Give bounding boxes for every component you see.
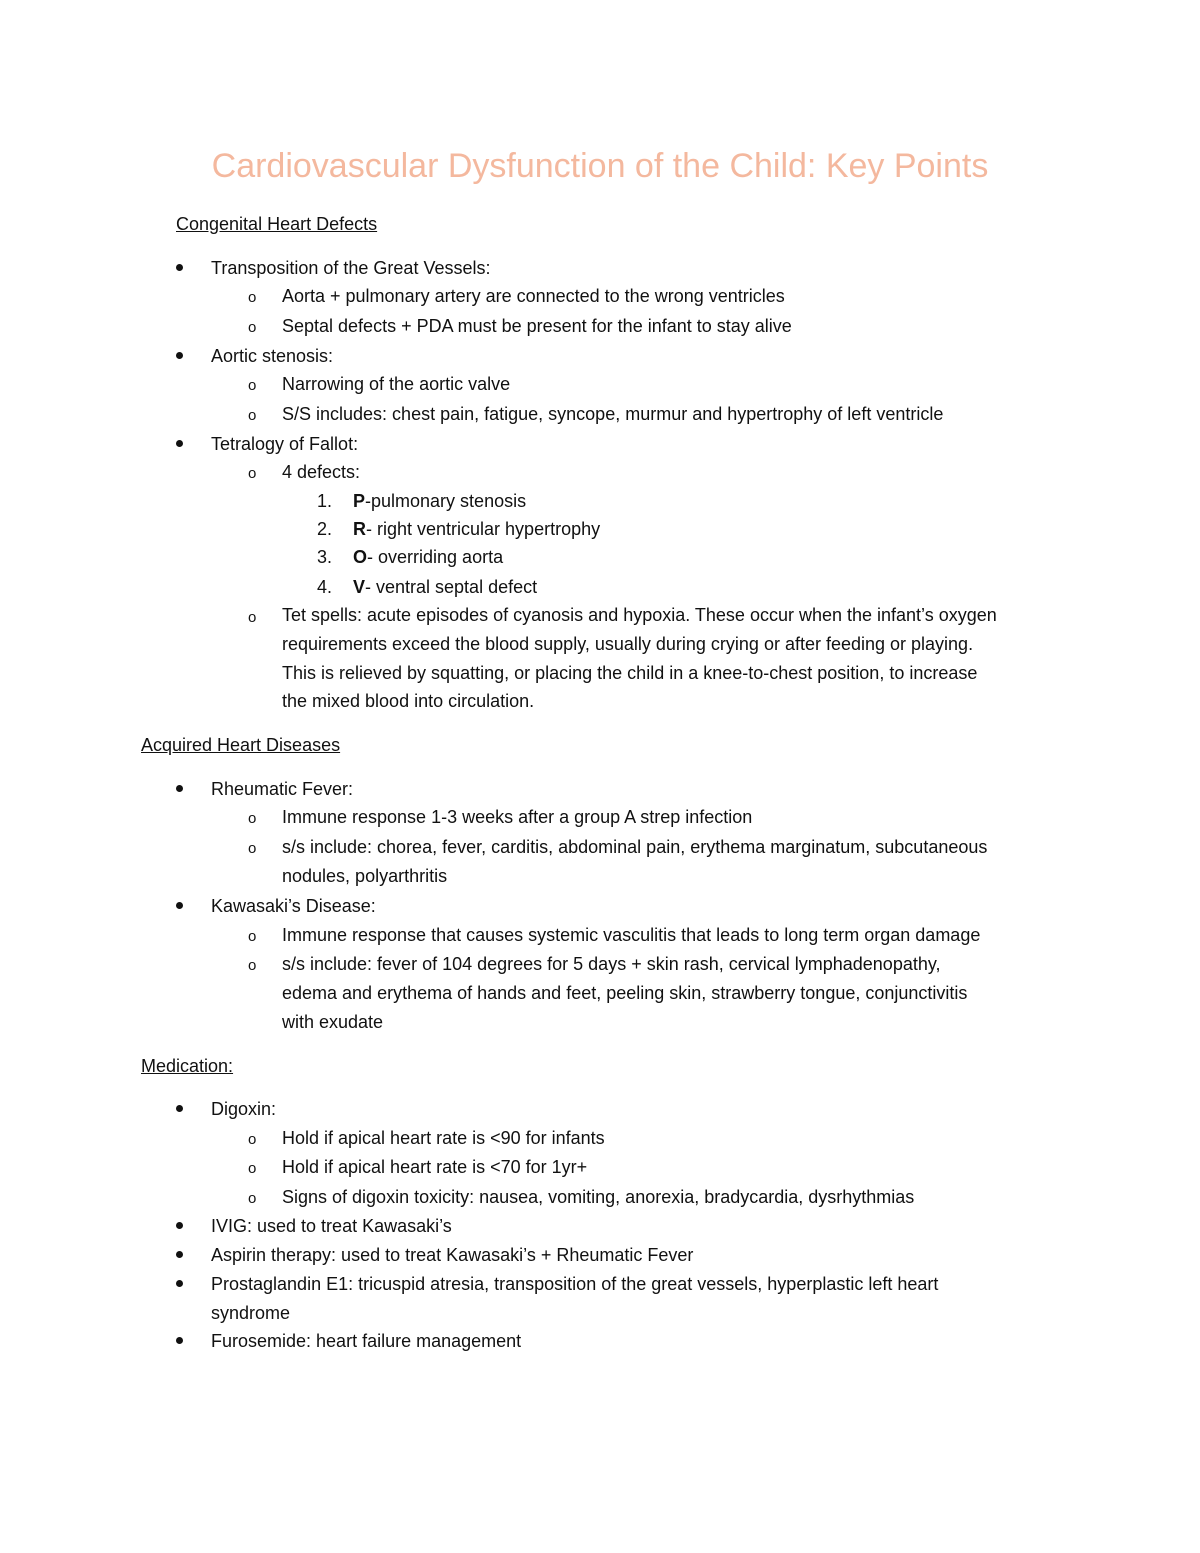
section-heading-medication: Medication: [141, 1056, 234, 1076]
list-item-kawasaki: Kawasaki’s Disease: [211, 896, 376, 916]
list-item-tet-line-2: requirements exceed the blood supply, usually during crying or after feeding or playing. [282, 634, 974, 654]
sub-bullet-icon: o [248, 377, 257, 394]
bullet-icon [176, 264, 183, 271]
numbered-marker: 4. [317, 577, 333, 597]
list-item-tof: Tetralogy of Fallot: [211, 434, 359, 454]
sub-bullet-icon: o [248, 407, 257, 424]
list-item-tet-line-1: Tet spells: acute episodes of cyanosis and hypoxia. These occur when the infant’s oxygen [282, 605, 997, 625]
list-item-prostaglandin-cont: syndrome [211, 1303, 291, 1323]
bullet-icon [176, 1337, 183, 1344]
bullet-icon [176, 785, 183, 792]
list-item-aortic-2: S/S includes: chest pain, fatigue, syncope, murmur and hypertrophy of left ventricle [282, 404, 944, 424]
sub-bullet-icon: o [248, 810, 257, 827]
list-item-aspirin: Aspirin therapy: used to treat Kawasaki’s + Rheumatic Fever [211, 1245, 694, 1265]
list-item-rheumatic-1: Immune response 1-3 weeks after a group A strep infection [282, 807, 753, 827]
list-item-aortic-1: Narrowing of the aortic valve [282, 374, 511, 394]
list-item-tga: Transposition of the Great Vessels: [211, 258, 491, 278]
sub-bullet-icon: o [248, 465, 257, 482]
list-item-rheumatic: Rheumatic Fever: [211, 779, 354, 799]
sub-bullet-icon: o [248, 840, 257, 857]
list-item-digoxin: Digoxin: [211, 1099, 277, 1119]
list-item-prostaglandin: Prostaglandin E1: tricuspid atresia, transposition of the great vessels, hyperplastic left heart [211, 1274, 939, 1294]
list-item-kawasaki-2-cont: with exudate [282, 1012, 384, 1032]
section-heading-congenital: Congenital Heart Defects [176, 214, 378, 234]
sub-bullet-icon: o [248, 1190, 257, 1207]
list-item-tga-2: Septal defects + PDA must be present for the infant to stay alive [282, 316, 792, 336]
sub-bullet-icon: o [248, 319, 257, 336]
bullet-icon [176, 440, 183, 447]
bullet-icon [176, 1222, 183, 1229]
list-item-aortic: Aortic stenosis: [211, 346, 334, 366]
numbered-marker: 2. [317, 519, 333, 539]
bullet-icon [176, 1251, 183, 1258]
list-item-digoxin-3: Signs of digoxin toxicity: nausea, vomiting, anorexia, bradycardia, dysrhythmias [282, 1187, 915, 1207]
list-item-furosemide: Furosemide: heart failure management [211, 1331, 522, 1351]
list-item-digoxin-1: Hold if apical heart rate is <90 for infants [282, 1128, 605, 1148]
numbered-item-p: P-pulmonary stenosis [353, 491, 527, 511]
sub-bullet-icon: o [248, 1160, 257, 1177]
numbered-item-r: R- right ventricular hypertrophy [353, 519, 601, 539]
page-title: Cardiovascular Dysfunction of the Child: Key Points [211, 147, 989, 185]
numbered-marker: 1. [317, 491, 333, 511]
list-item-tet-line-4: the mixed blood into circulation. [282, 691, 535, 711]
numbered-item-o: O- overriding aorta [353, 547, 504, 567]
list-item-ivig: IVIG: used to treat Kawasaki’s [211, 1216, 452, 1236]
sub-bullet-icon: o [248, 928, 257, 945]
numbered-marker: 3. [317, 547, 333, 567]
numbered-item-v: V- ventral septal defect [353, 577, 538, 597]
list-item-kawasaki-1: Immune response that causes systemic vasculitis that leads to long term organ damage [282, 925, 981, 945]
bullet-icon [176, 1105, 183, 1112]
sub-bullet-icon: o [248, 609, 257, 626]
list-item-digoxin-2: Hold if apical heart rate is <70 for 1yr+ [282, 1157, 588, 1177]
list-item-rheumatic-2: s/s include: chorea, fever, carditis, abdominal pain, erythema marginatum, subcutaneous [282, 837, 988, 857]
list-item-tga-1: Aorta + pulmonary artery are connected to the wrong ventricles [282, 286, 785, 306]
list-item-tof-defects: 4 defects: [282, 462, 361, 482]
list-item-rheumatic-2-cont: nodules, polyarthritis [282, 866, 448, 886]
list-item-tet-line-3: This is relieved by squatting, or placing the child in a knee-to-chest position, to increase [282, 663, 978, 683]
sub-bullet-icon: o [248, 289, 257, 306]
bullet-icon [176, 352, 183, 359]
bullet-icon [176, 902, 183, 909]
section-heading-acquired: Acquired Heart Diseases [141, 735, 341, 755]
sub-bullet-icon: o [248, 957, 257, 974]
list-item-kawasaki-2: s/s include: fever of 104 degrees for 5 days + skin rash, cervical lymphadenopathy, [282, 954, 941, 974]
list-item-kawasaki-2-cont: edema and erythema of hands and feet, peeling skin, strawberry tongue, conjunctivitis [282, 983, 968, 1003]
bullet-icon [176, 1280, 183, 1287]
sub-bullet-icon: o [248, 1131, 257, 1148]
